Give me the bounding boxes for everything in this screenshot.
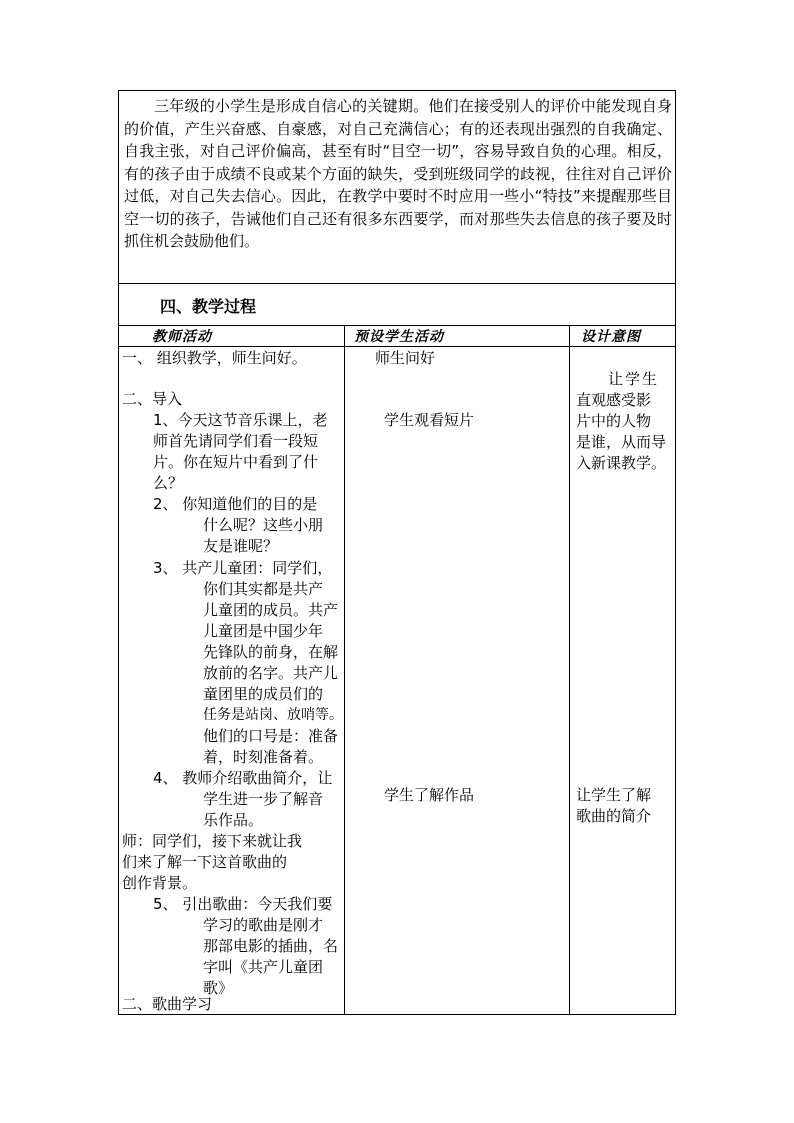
teacher-step-2-title: 二、导入: [122, 390, 183, 408]
intro-paragraph: 三年级的小学生是形成自信心的关键期。他们在接受别人的评价中能发现自身的价值，产生兴奋感、自豪感，对自己充满信心；有的还表现出强烈的自我确定、自我主张，对自己评价偏高，甚至有时“目空一切”，容易导致自负的心理。相反，有的孩子由于成绩不良或某个方面的缺失，受到班级同学的歧视，往往对自己评价过低，对自己失去信心。因此，在教学中要时不时应用一些小“特技”来提醒那些目空一切的孩子，告诫他们自己还有很多东西要学，而对那些失去信息的孩子要及时抓住机会鼓励他们。: [124, 97, 672, 250]
teacher-item-5-line-5: 歌》: [203, 979, 234, 997]
teacher-item-3-line-7: 童团里的成员们的: [203, 685, 324, 703]
teacher-item-1-line-3: 片。你在短片中看到了什: [153, 453, 319, 471]
row-divider-intro: [118, 283, 676, 284]
intent-1-line-1: 让学生: [608, 370, 660, 388]
intent-1-line-3: 片中的人物: [576, 412, 652, 430]
row-divider-heading: [118, 325, 676, 326]
intent-1-line-4: 是谁，从而导: [576, 433, 667, 451]
teacher-item-2-line-3: 友是谁呢？: [203, 537, 279, 555]
teacher-remark-line-2: 们来了解一下这首歌曲的: [122, 853, 288, 871]
student-activity-1: 师生问好: [375, 349, 436, 367]
header-teacher-activity: 教师活动: [152, 329, 212, 345]
intent-1-line-2: 直观感受影: [576, 391, 652, 409]
teacher-item-3-line-1: 3、 共产儿童团：同学们，: [153, 559, 333, 577]
teacher-item-1-line-1: 1、今天这节音乐课上，老: [153, 411, 328, 429]
header-student-activity: 预设学生活动: [354, 329, 444, 345]
teacher-item-5-line-3: 那部电影的插曲，名: [203, 937, 339, 955]
teacher-item-5-line-2: 学习的歌曲是刚才: [203, 916, 324, 934]
teacher-item-4-line-3: 乐作品。: [203, 811, 264, 829]
teacher-step-1: 一、 组织教学，师生问好。: [122, 349, 307, 367]
teacher-item-3-line-8: 任务是站岗、放哨等。: [203, 707, 343, 723]
intent-2-line-2: 歌曲的简介: [576, 807, 652, 825]
section-heading: 四、教学过程: [160, 297, 257, 316]
intro-paragraph-cell: [124, 95, 672, 253]
teacher-item-2-line-2: 什么呢？这些小朋: [203, 516, 324, 534]
teacher-item-3-line-4: 儿童团是中国少年: [203, 622, 324, 640]
teacher-item-3-line-5: 先锋队的前身，在解: [203, 643, 339, 661]
teacher-item-4-line-2: 学生进一步了解音: [203, 790, 324, 808]
teacher-item-2-line-1: 2、 你知道他们的目的是: [153, 495, 318, 513]
teacher-item-4-line-1: 4、 教师介绍歌曲简介，让: [153, 769, 333, 787]
teacher-item-3-line-10: 着，时刻准备着。: [203, 748, 324, 766]
teacher-item-3-line-9: 他们的口号是：准备: [203, 727, 339, 745]
teacher-item-3-line-3: 儿童团的成员。共产: [203, 601, 339, 619]
teacher-item-1-line-2: 师首先请同学们看一段短: [153, 432, 319, 450]
teacher-item-1-line-4: 么？: [153, 474, 184, 492]
student-activity-2: 学生观看短片: [384, 411, 475, 429]
teacher-item-5-line-1: 5、 引出歌曲：今天我们要: [153, 895, 333, 913]
student-activity-3: 学生了解作品: [384, 786, 475, 804]
intent-2-line-1: 让学生了解: [576, 786, 652, 804]
column-divider-1: [344, 325, 345, 1015]
teacher-step-3-title: 二、歌曲学习: [122, 995, 213, 1013]
header-design-intent: 设计意图: [581, 329, 641, 345]
intent-1-line-5: 入新课教学。: [576, 454, 667, 472]
teacher-item-3-line-6: 放前的名字。共产儿: [203, 664, 339, 682]
teacher-remark-line-3: 创作背景。: [122, 874, 198, 892]
teacher-item-5-line-4: 字叫《共产儿童团: [203, 958, 324, 976]
teacher-remark-line-1: 师：同学们，接下来就让我: [122, 832, 303, 850]
column-divider-2: [569, 325, 570, 1015]
teacher-item-3-line-2: 你们其实都是共产: [203, 580, 324, 598]
